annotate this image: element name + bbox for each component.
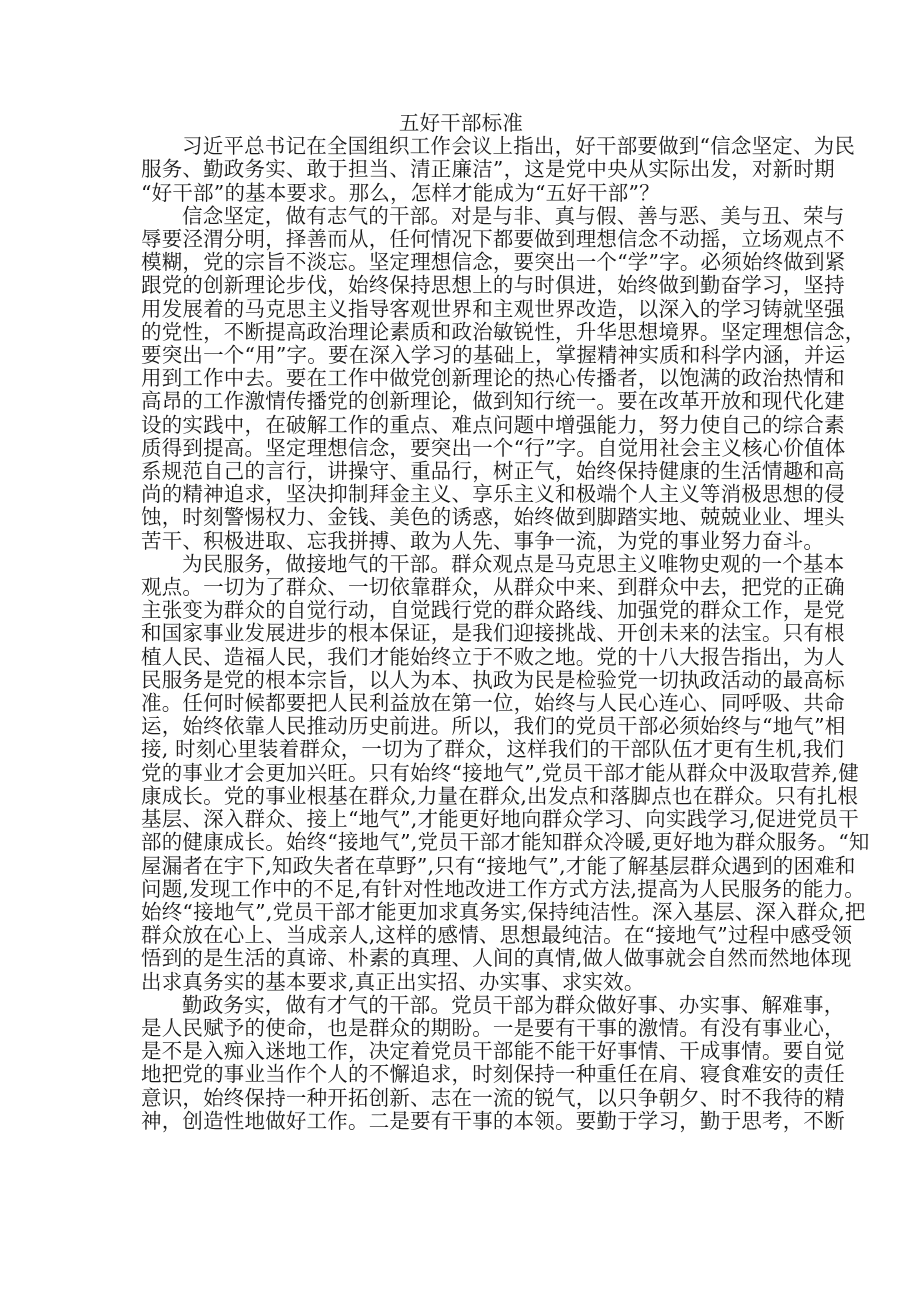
text-line: 的党性，不断提高政治理论素质和政治敏锐性，升华思想境界。坚定理想信念，: [141, 319, 866, 344]
document-page: [141, 111, 870, 1133]
paragraph-xinnian-jianding: [141, 203, 866, 553]
text-line: 植人民、造福人民，我们才能始终立于不败之地。党的十八大报告指出，为人: [141, 644, 845, 669]
text-line: 模糊，党的宗旨不淡忘。坚定理想信念，要突出一个“学”字。必须始终做到紧: [141, 250, 846, 275]
paragraph-weimin-fuwu: [141, 551, 870, 994]
text-line: 是人民赋予的使命，也是群众的期盼。一是要有干事的激情。有没有事业心，: [141, 1015, 845, 1040]
text-line: 跟党的创新理论步伐，始终保持思想上的与时俱进，始终做到勤奋学习，坚持: [141, 273, 845, 298]
text-line: 要突出一个“用”字。要在深入学习的基础上，掌握精神实质和科学内涵，并运: [141, 343, 846, 368]
text-line: 辱要泾渭分明，择善而从，任何情况下都要做到理想信念不动摇，立场观点不: [141, 227, 845, 252]
text-line: 出求真务实的基本要求,真正出实招、办实事、求实效。: [141, 969, 645, 994]
text-line: 和国家事业发展进步的根本保证，是我们迎接挑战、开创未来的法宝。只有根: [141, 621, 845, 646]
paragraph-qinzheng-wushi: [141, 992, 845, 1133]
paragraph-intro: [141, 134, 856, 205]
text-line: 信念坚定，做有志气的干部。对是与非、真与假、善与恶、美与丑、荣与: [182, 203, 845, 228]
text-line: 康成长。党的事业根基在群众,力量在群众,出发点和落脚点也在群众。只有扎根: [141, 783, 859, 808]
text-line: 观点。一切为了群众、一切依靠群众，从群众中来、到群众中去，把党的正确: [141, 575, 845, 600]
text-line: 设的实践中，在破解工作的重点、难点问题中增强能力，努力使自己的综合素: [141, 412, 845, 437]
text-line: 蚀，时刻警惕权力、金钱、美色的诱惑，始终做到脚踏实地、兢兢业业、埋头: [141, 505, 845, 530]
text-line: 部的健康成长。始终“接地气”,党员干部才能知群众冷暖,更好地为群众服务。“知: [141, 830, 870, 855]
document-title: 五好干部标准: [398, 111, 524, 135]
text-line: 神，创造性地做好工作。二是要有干事的本领。要勤于学习，勤于思考，不断: [141, 1108, 845, 1133]
text-line: 服务、勤政务实、敢于担当、清正廉洁”，这是党中央从实际出发，对新时期: [141, 157, 835, 182]
text-line: 意识，始终保持一种开拓创新、志在一流的锐气，以只争朝夕、时不我待的精: [141, 1085, 845, 1110]
text-line: 主张变为群众的自觉行动，自觉践行党的群众路线、加强党的群众工作，是党: [141, 598, 845, 623]
text-line: 尚的精神追求，坚决抑制拜金主义、享乐主义和极端个人主义等消极思想的侵: [141, 482, 845, 507]
text-line: 高昂的工作激情传播党的创新理论，做到知行统一。要在改革开放和现代化建: [141, 389, 845, 414]
text-line: 勤政务实，做有才气的干部。党员干部为群众做好事、办实事、解难事，: [182, 992, 845, 1017]
text-line: 苦干、积极进取、忘我拼搏、敢为人先、事争一流，为党的事业努力奋斗。: [141, 528, 825, 553]
text-line: 准。任何时候都要把人民利益放在第一位，始终与人民心连心、同呼吸、共命: [141, 691, 845, 716]
text-line: 为民服务，做接地气的干部。群众观点是马克思主义唯物史观的一个基本: [182, 551, 845, 576]
text-line: 群众放在心上、当成亲人,这样的感情、思想最纯洁。在“接地气”过程中感受领: [141, 923, 853, 948]
text-line: 屋漏者在宇下,知政失者在草野”,只有“接地气”,才能了解基层群众遇到的困难和: [141, 853, 856, 878]
text-line: 始终“接地气”,党员干部才能更加求真务实,保持纯洁性。深入基层、深入群众,把: [141, 899, 866, 924]
text-line: 运，始终依靠人民推动历史前进。所以，我们的党员干部必须始终与“地气”相: [141, 714, 846, 739]
text-line: 用到工作中去。要在工作中做党创新理论的热心传播者，以饱满的政治热情和: [141, 366, 845, 391]
text-line: 基层、深入群众、接上“地气”,才能更好地向群众学习、向实践学习,促进党员干: [141, 807, 859, 832]
document-body: [141, 134, 870, 1133]
text-line: 系规范自己的言行，讲操守、重品行，树正气，始终保持健康的生活情趣和高: [141, 459, 845, 484]
text-line: 民服务是党的根本宗旨，以人为本、执政为民是检验党一切执政活动的最高标: [141, 667, 845, 692]
text-line: 是不是入痴入迷地工作，决定着党员干部能不能干好事情、干成事情。要自觉: [141, 1039, 845, 1064]
text-line: 地把党的事业当作个人的不懈追求，时刻保持一种重任在肩、寝食难安的责任: [141, 1062, 845, 1087]
text-line: 用发展着的马克思主义指导客观世界和主观世界改造，以深入的学习铸就坚强: [141, 296, 845, 321]
text-line: 党的事业才会更加兴旺。只有始终“接地气”,党员干部才能从群众中汲取营养,健: [141, 760, 859, 785]
text-line: 质得到提高。坚定理想信念，要突出一个“行”字。自觉用社会主义核心价值体: [141, 435, 846, 460]
text-line: 问题,发现工作中的不足,有针对性地改进工作方式方法,提高为人民服务的能力。: [141, 876, 865, 901]
text-line: “好干部”的基本要求。那么，怎样才能成为“五好干部”？: [141, 180, 660, 205]
text-line: 悟到的是生活的真谛、朴素的真理、人间的真情,做人做事就会自然而然地体现: [141, 946, 852, 971]
text-line: 习近平总书记在全国组织工作会议上指出，好干部要做到“信念坚定、为民: [182, 134, 856, 159]
text-line: 接, 时刻心里装着群众，一切为了群众，这样我们的干部队伍才更有生机,我们: [141, 737, 845, 762]
